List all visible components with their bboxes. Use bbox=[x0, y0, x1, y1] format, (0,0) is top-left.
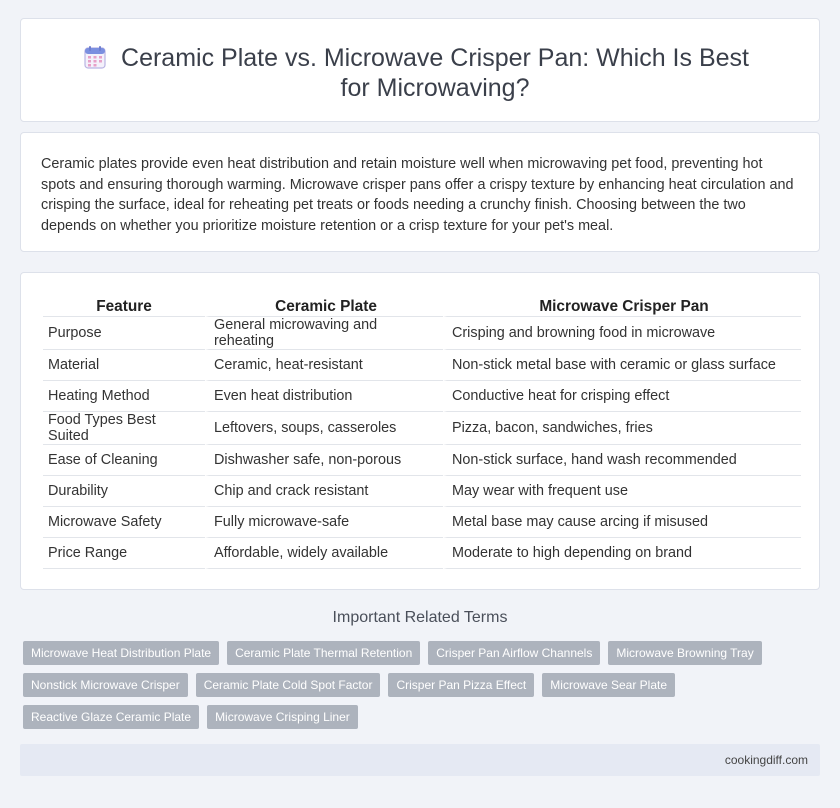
related-term-tag[interactable]: Reactive Glaze Ceramic Plate bbox=[23, 705, 199, 729]
related-term-tag[interactable]: Microwave Crisping Liner bbox=[207, 705, 358, 729]
related-term-tag[interactable]: Microwave Heat Distribution Plate bbox=[23, 641, 219, 665]
related-term-tag[interactable]: Ceramic Plate Thermal Retention bbox=[227, 641, 420, 665]
table-cell: Ceramic, heat-resistant bbox=[205, 350, 443, 381]
table-body bbox=[43, 317, 801, 569]
table-row bbox=[43, 317, 801, 350]
table-row bbox=[43, 476, 801, 507]
comparison-card bbox=[20, 272, 820, 590]
table-cell: General microwaving and reheating bbox=[205, 317, 443, 350]
tag-row bbox=[23, 641, 823, 665]
tag-row bbox=[23, 705, 823, 729]
table-row bbox=[43, 350, 801, 381]
title-card bbox=[20, 18, 820, 122]
intro-paragraph: Ceramic plates provide even heat distribution and retain moisture well when microwaving pet food, preventing hot spots and ensuring thorough warming. Microwave crisper pans offer a crispy texture by enhancing heat circulation and crisping the surface, ideal for reheating pet treats or foods needing a crunchy finish. Choosing between the two depends on whether you prioritize moisture retention or a crisp texture for your pet's meal. bbox=[41, 156, 794, 234]
table-cell: Affordable, widely available bbox=[205, 538, 443, 569]
table-cell: Price Range bbox=[43, 538, 205, 569]
table-cell: Even heat distribution bbox=[205, 381, 443, 412]
related-term-tag[interactable]: Nonstick Microwave Crisper bbox=[23, 673, 188, 697]
table-row bbox=[43, 507, 801, 538]
related-term-tag[interactable]: Crisper Pan Pizza Effect bbox=[388, 673, 534, 697]
table-cell: Dishwasher safe, non-porous bbox=[205, 445, 443, 476]
table-cell: Chip and crack resistant bbox=[205, 476, 443, 507]
table-cell: Crisping and browning food in microwave bbox=[443, 317, 801, 350]
related-terms-tags bbox=[23, 641, 823, 737]
table-cell: Food Types Best Suited bbox=[43, 412, 205, 445]
table-header: Ceramic Plate bbox=[205, 295, 443, 317]
table-header: Feature bbox=[43, 295, 205, 317]
table-row bbox=[43, 445, 801, 476]
table-cell: Pizza, bacon, sandwiches, fries bbox=[443, 412, 801, 445]
related-term-tag[interactable]: Crisper Pan Airflow Channels bbox=[428, 641, 600, 665]
table-cell: Non-stick surface, hand wash recommended bbox=[443, 445, 801, 476]
table-cell: Non-stick metal base with ceramic or glass surface bbox=[443, 350, 801, 381]
table-cell: Moderate to high depending on brand bbox=[443, 538, 801, 569]
page-title-wrap bbox=[21, 43, 819, 103]
table-cell: Leftovers, soups, casseroles bbox=[205, 412, 443, 445]
table-cell: May wear with frequent use bbox=[443, 476, 801, 507]
page-title: Ceramic Plate vs. Microwave Crisper Pan: Which Is Best for Microwaving? bbox=[121, 44, 749, 102]
table-cell: Durability bbox=[43, 476, 205, 507]
table-cell: Microwave Safety bbox=[43, 507, 205, 538]
table-cell: Purpose bbox=[43, 317, 205, 350]
table-header-row bbox=[43, 295, 801, 317]
table-row bbox=[43, 381, 801, 412]
table-row bbox=[43, 412, 801, 445]
table-cell: Fully microwave-safe bbox=[205, 507, 443, 538]
table-cell: Ease of Cleaning bbox=[43, 445, 205, 476]
footer-site[interactable]: cookingdiff.com bbox=[724, 753, 808, 767]
table-cell: Metal base may cause arcing if misused bbox=[443, 507, 801, 538]
footer bbox=[20, 744, 820, 776]
related-term-tag[interactable]: Ceramic Plate Cold Spot Factor bbox=[196, 673, 381, 697]
related-term-tag[interactable]: Microwave Browning Tray bbox=[608, 641, 761, 665]
comparison-table bbox=[43, 295, 801, 569]
table-header: Microwave Crisper Pan bbox=[443, 295, 801, 317]
intro-card bbox=[20, 132, 820, 252]
related-terms-title: Important Related Terms bbox=[332, 609, 508, 626]
table-cell: Material bbox=[43, 350, 205, 381]
tag-row bbox=[23, 673, 823, 697]
related-term-tag[interactable]: Microwave Sear Plate bbox=[542, 673, 675, 697]
table-cell: Heating Method bbox=[43, 381, 205, 412]
table-row bbox=[43, 538, 801, 569]
table-cell: Conductive heat for crisping effect bbox=[443, 381, 801, 412]
